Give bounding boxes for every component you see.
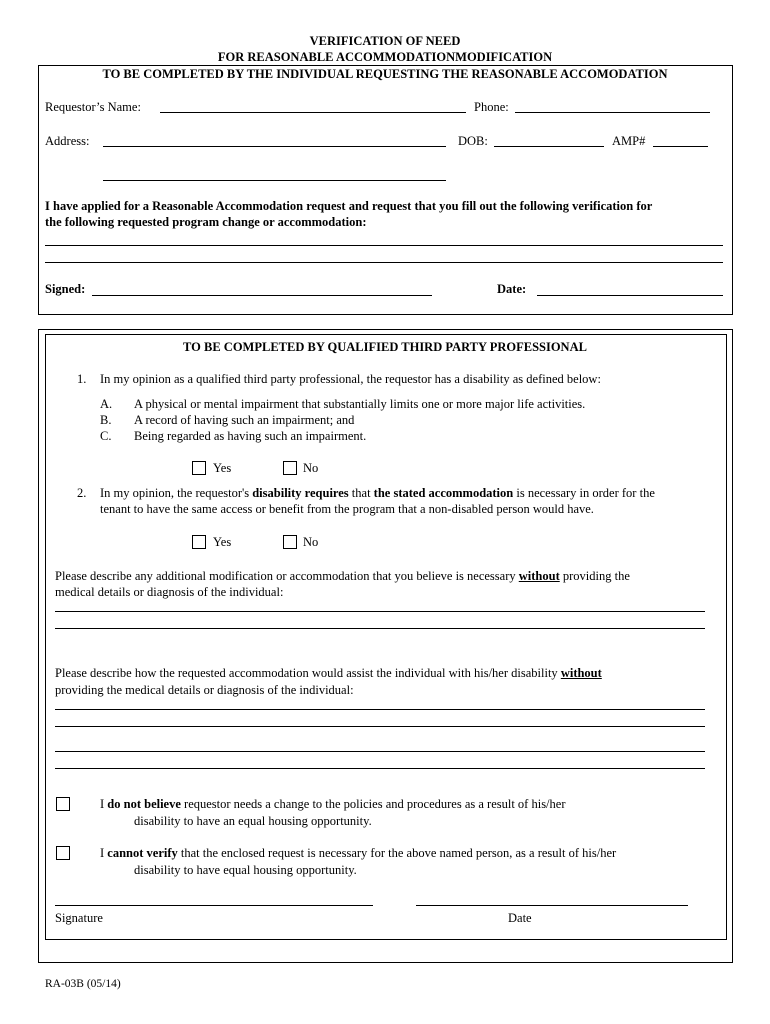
describe1-answer-line[interactable] [55,611,705,612]
q1-number: 1. [77,372,87,386]
requestor-section-box [38,65,733,315]
requestor-name-label: Requestor’s Name: [45,100,141,114]
q2-text-line2: tenant to have the same access or benefit from the program that a non-disabled person would have. [100,502,594,516]
describe2-answer-line[interactable] [55,751,705,752]
address-label: Address: [45,134,90,148]
applied-statement-line2: the following requested program change or accommodation: [45,215,367,229]
describe2-text-part: Please describe how the requested accommodation would assist the individual with his/her disability [55,666,561,680]
dob-label: DOB: [458,134,488,148]
do-not-believe-text-part: I [100,797,108,811]
describe2-bold-without: without [560,666,602,680]
document-title-line2: FOR REASONABLE ACCOMMODATIONMODIFICATION [217,50,553,64]
q1-no-label: No [303,461,319,475]
do-not-believe-line1 [100,797,566,812]
q1-yes-label: Yes [213,461,232,475]
q2-number: 2. [77,486,87,500]
describe1-answer-line[interactable] [55,628,705,629]
cannot-verify-line2: disability to have equal housing opportunity. [134,863,357,877]
q2-no-checkbox[interactable] [283,535,297,549]
q1-no-checkbox[interactable] [283,461,297,475]
describe1-line2: medical details or diagnosis of the individual: [55,585,284,599]
phone-field[interactable] [515,112,710,113]
describe2-line2: providing the medical details or diagnosis of the individual: [55,683,354,697]
q2-text-part: In my opinion, the requestor's [100,486,253,500]
date-label: Date: [497,282,527,296]
do-not-believe-bold: do not believe [107,797,181,811]
do-not-believe-line2: disability to have an equal housing opportunity. [134,814,372,828]
q1-item-text: Being regarded as having such an impairment. [134,429,367,443]
requestor-name-field[interactable] [160,112,466,113]
signature-field[interactable] [55,905,373,906]
describe2-answer-line[interactable] [55,768,705,769]
describe1-bold-without: without [518,569,560,583]
q1-yes-checkbox[interactable] [192,461,206,475]
q2-text-line1 [100,486,655,501]
amp-field[interactable] [653,146,708,147]
signed-label: Signed: [45,282,86,296]
signature-date-field[interactable] [416,905,688,906]
q1-item-letter: B. [100,413,112,427]
accommodation-field-line1[interactable] [45,245,723,246]
do-not-believe-text-part: requestor needs a change to the policies and procedures as a result of his/her [180,797,566,811]
describe1-text-part: Please describe any additional modification or accommodation that you believe is necessary [55,569,519,583]
cannot-verify-text-part: I [100,846,108,860]
address-field[interactable] [103,146,446,147]
form-code: RA-03B (05/14) [45,978,121,990]
signature-date-label: Date [508,911,532,925]
describe2-answer-line[interactable] [55,709,705,710]
date-field[interactable] [537,295,723,296]
do-not-believe-checkbox[interactable] [56,797,70,811]
requestor-section-heading: TO BE COMPLETED BY THE INDIVIDUAL REQUESTING THE REASONABLE ACCOMODATION [102,67,668,81]
q2-text-part: that [348,486,374,500]
q2-yes-label: Yes [213,535,232,549]
document-title-line1: VERIFICATION OF NEED [309,34,461,48]
phone-label: Phone: [474,100,509,114]
q2-text-part: is necessary in order for the [513,486,655,500]
signed-field[interactable] [92,295,432,296]
q1-item-letter: C. [100,429,112,443]
q2-bold-disability-requires: disability requires [252,486,349,500]
cannot-verify-text-part: that the enclosed request is necessary for the above named person, as a result of his/her [177,846,617,860]
q1-item-text: A physical or mental impairment that substantially limits one or more major life activities. [134,397,586,411]
q1-item-text: A record of having such an impairment; and [134,413,355,427]
cannot-verify-bold: cannot verify [107,846,178,860]
q1-item-letter: A. [100,397,113,411]
amp-label: AMP# [612,134,646,148]
signature-label: Signature [55,911,103,925]
describe1-line1 [55,569,630,584]
q1-text: In my opinion as a qualified third party professional, the requestor has a disability as defined below: [100,372,601,386]
applied-statement-line1: I have applied for a Reasonable Accommodation request and request that you fill out the following verification for [45,199,653,213]
describe2-line1 [55,666,602,681]
describe2-answer-line[interactable] [55,726,705,727]
professional-section-heading: TO BE COMPLETED BY QUALIFIED THIRD PARTY PROFESSIONAL [183,340,587,354]
address-field-line2[interactable] [103,180,446,181]
accommodation-field-line2[interactable] [45,262,723,263]
q2-bold-stated-accommodation: the stated accommodation [373,486,514,500]
q2-yes-checkbox[interactable] [192,535,206,549]
cannot-verify-line1 [100,846,616,861]
cannot-verify-checkbox[interactable] [56,846,70,860]
dob-field[interactable] [494,146,604,147]
describe1-text-part: providing the [559,569,630,583]
q2-no-label: No [303,535,319,549]
